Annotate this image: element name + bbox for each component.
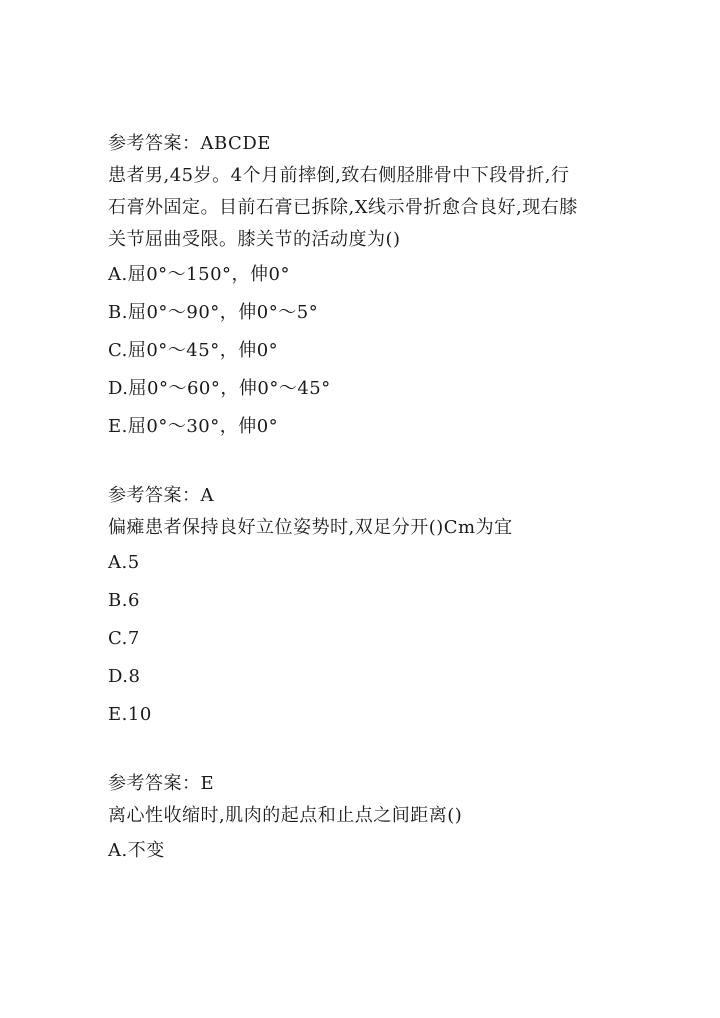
option-d: D.屈0°～60°，伸0°～45° — [108, 378, 331, 399]
question-text: 偏瘫患者保持良好立位姿势时,双足分开()Cm为宜 — [108, 517, 513, 538]
answer-line: 参考答案：E — [108, 773, 215, 794]
document-page — [108, 128, 668, 870]
option-a: A.屈0°～150°，伸0° — [108, 264, 290, 285]
spacer — [108, 734, 668, 768]
option-e: E.10 — [108, 704, 152, 725]
option-a: A.5 — [108, 552, 140, 573]
option-c: C.屈0°～45°，伸0° — [108, 340, 279, 361]
option-e: E.屈0°～30°，伸0° — [108, 416, 279, 437]
answer-line: 参考答案：A — [108, 485, 214, 506]
question-text: 患者男,45岁。4个月前摔倒,致右侧胫腓骨中下段骨折,行 石膏外固定。目前石膏已拆除,X线示骨折愈合良好,现右膝 关节屈曲受限。膝关节的活动度为() — [108, 165, 578, 250]
option-c: C.7 — [108, 628, 140, 649]
option-b: B.6 — [108, 590, 140, 611]
spacer — [108, 446, 668, 480]
answer-line: 参考答案：ABCDE — [108, 133, 271, 154]
option-d: D.8 — [108, 666, 141, 687]
option-b: B.屈0°～90°，伸0°～5° — [108, 302, 319, 323]
question-text: 离心性收缩时,肌肉的起点和止点之间距离() — [108, 805, 463, 826]
option-a: A.不变 — [108, 840, 165, 861]
